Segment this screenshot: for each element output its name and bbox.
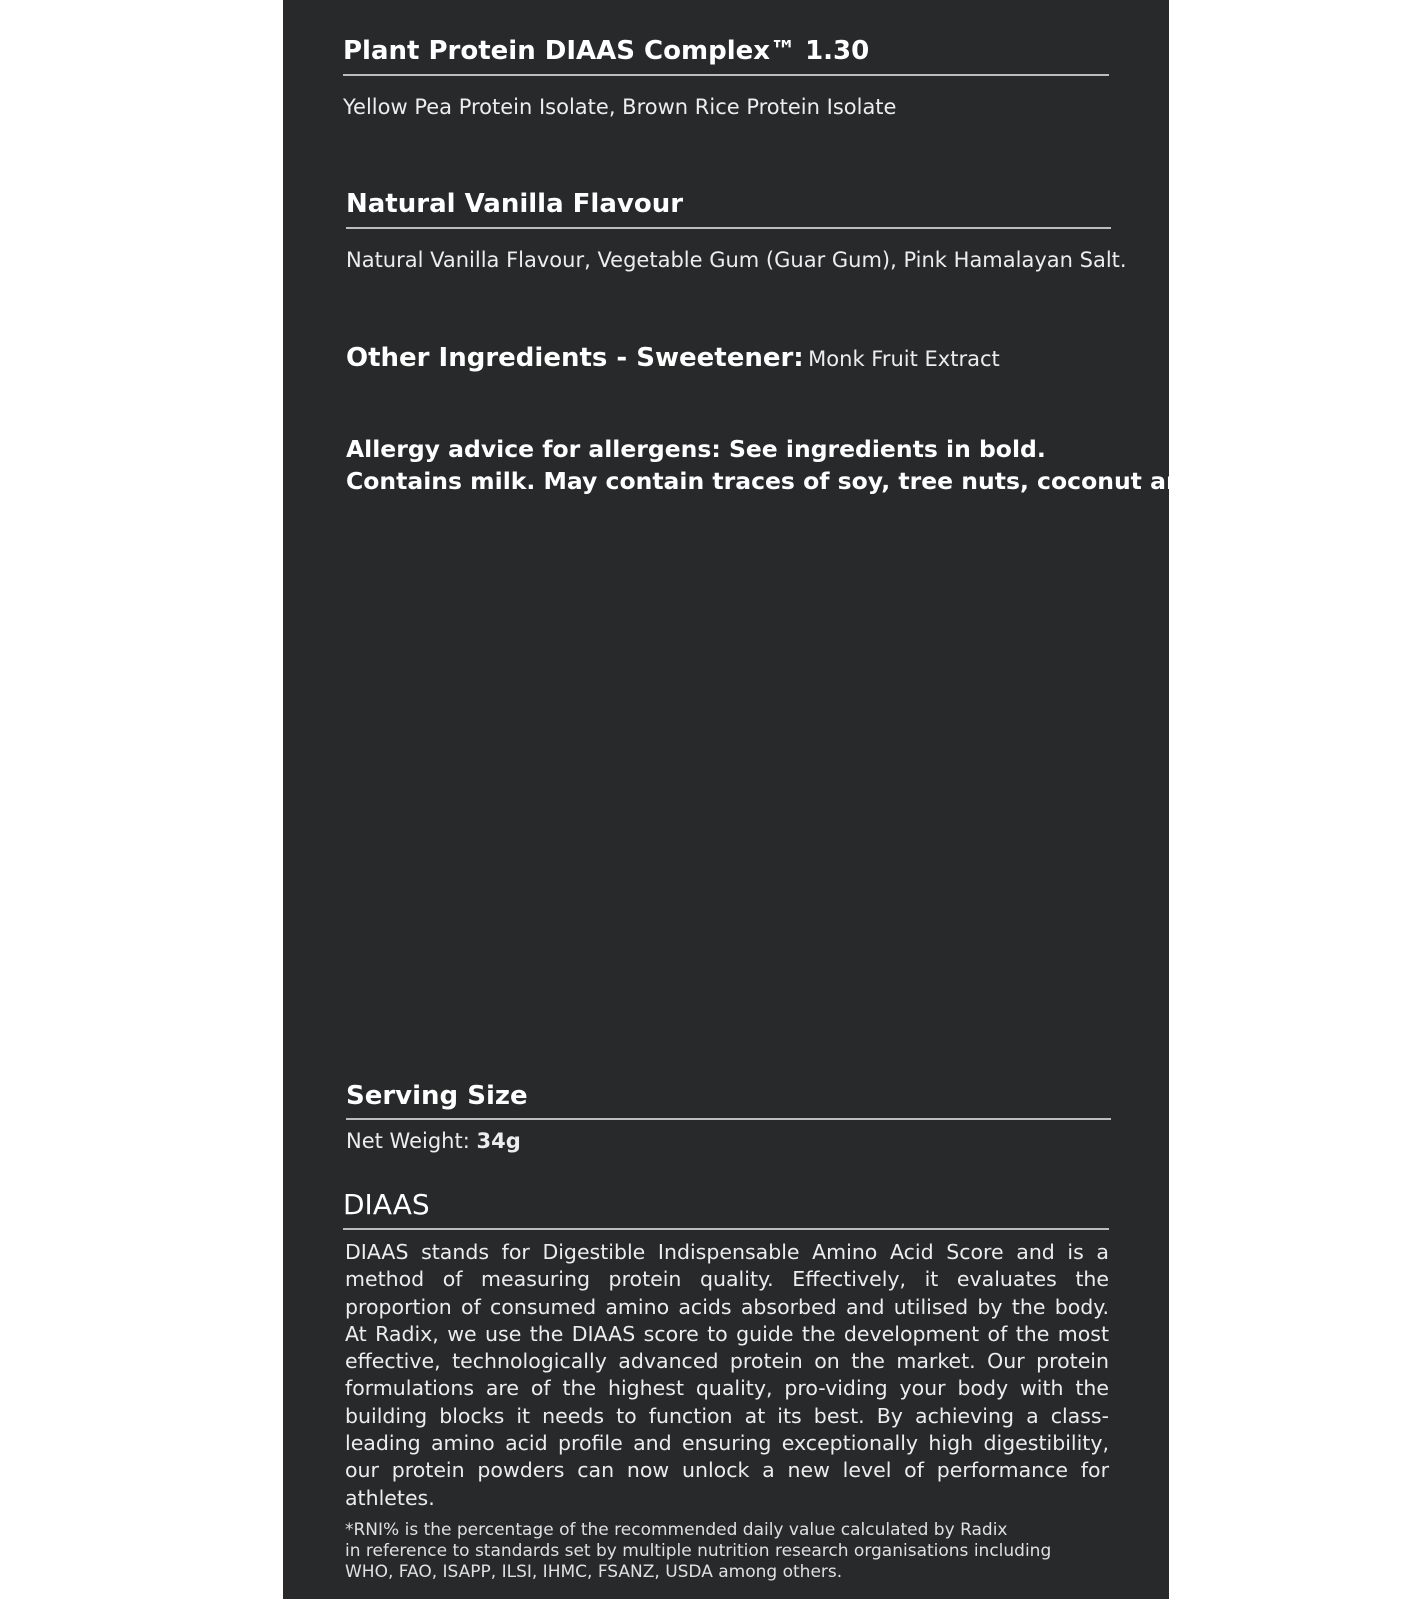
diaas-divider — [343, 1228, 1109, 1230]
flavour-section-divider — [346, 227, 1111, 229]
serving-size-divider — [346, 1118, 1111, 1120]
protein-section-title: Plant Protein DIAAS Complex™ 1.30 — [343, 36, 870, 66]
other-ingredients-label: Other Ingredients - Sweetener: — [346, 343, 804, 373]
other-ingredients-value: Monk Fruit Extract — [808, 347, 1000, 371]
net-weight-line — [346, 1129, 521, 1153]
allergy-contains: Contains milk. May contain traces of soy, tree nuts, coconut and fish. — [346, 467, 1265, 495]
footnote-line: WHO, FAO, ISAPP, ILSI, IHMC, FSANZ, USDA among others. — [345, 1562, 843, 1582]
footnote-line: *RNI% is the percentage of the recommended daily value calculated by Radix — [345, 1520, 1008, 1540]
footnote-line: in reference to standards set by multiple nutrition research organisations including — [345, 1541, 1052, 1561]
protein-section-divider — [343, 74, 1109, 76]
ingredients-panel — [283, 0, 1265, 1599]
protein-ingredients: Yellow Pea Protein Isolate, Brown Rice Protein Isolate — [343, 95, 897, 119]
serving-size-title: Serving Size — [346, 1081, 528, 1111]
diaas-description: DIAAS stands for Digestible Indispensable Amino Acid Score and is a method of measuring protein quality. Effectively, it evaluates the proportion of consumed amino acids absorbed and utilised by the body. At Radix, we use the DIAAS score to guide the development of the most effective, technologically advanced protein on the market. Our protein formulations are of the highest quality, pro-viding your body with the building blocks it needs to function at its best. By achieving a class-leading amino acid profile and ensuring exceptionally high digestibility, our protein powders can now unlock a new level of performance for athletes. — [345, 1240, 1109, 1510]
flavour-ingredients: Natural Vanilla Flavour, Vegetable Gum (Guar Gum), Pink Hamalayan Salt. — [346, 248, 1127, 272]
diaas-title: DIAAS — [343, 1188, 430, 1221]
rni-footnote — [345, 1520, 1105, 1583]
flavour-section-title: Natural Vanilla Flavour — [346, 189, 684, 219]
other-ingredients-line — [346, 343, 1000, 373]
net-weight-value: 34g — [476, 1129, 521, 1153]
allergy-advice: Allergy advice for allergens: See ingredients in bold. — [346, 435, 1046, 463]
net-weight-label: Net Weight: — [346, 1129, 470, 1153]
